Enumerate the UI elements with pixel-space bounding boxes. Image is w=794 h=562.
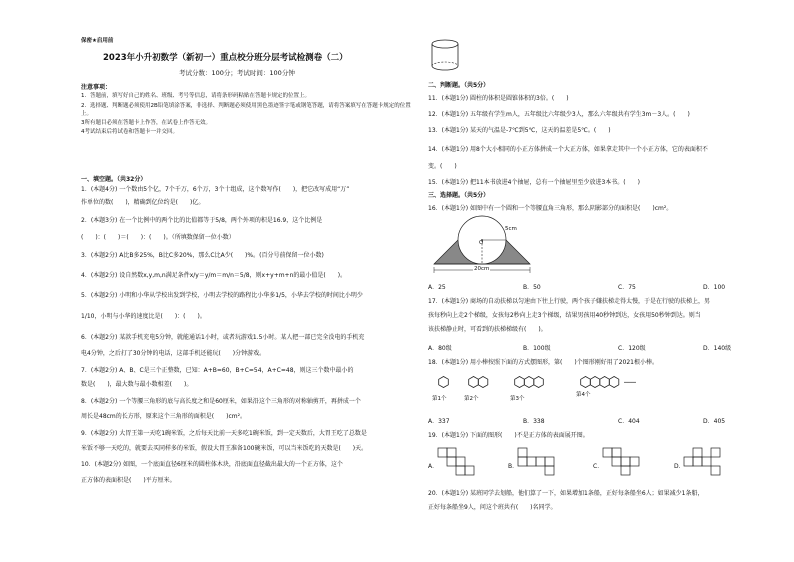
- hexagon-shape: [600, 377, 610, 388]
- option-a[interactable]: A．80级: [428, 345, 452, 352]
- question-line: 12．(本题1分) 五年级有学生m人，五年级比六年级少3人，那么六年级共有学生3m－3人。( ): [428, 111, 690, 118]
- hexagon-shape: [515, 377, 525, 388]
- figure-dots: ……: [624, 378, 636, 385]
- hexagon-shape: [534, 377, 544, 388]
- question-line: 作单位的数( )，精确到亿位约是( )亿。: [81, 199, 205, 206]
- section-heading: 二、判断题。（共5分）: [428, 82, 490, 89]
- option-b[interactable]: B．100级: [523, 345, 551, 352]
- net-square: [702, 457, 711, 466]
- figure-label: 第2个: [464, 396, 479, 402]
- question-line: 该扶梯静止时，可看到的扶梯梯级有( )。: [428, 326, 547, 333]
- net-square: [527, 457, 536, 466]
- question-line: 8．(本题2分) 一个等腰三角形的底与高长度之和是60厘米，如果沿这个三角形的对称轴剪开，再拼成一个: [81, 398, 361, 405]
- question-line: 1/10，小明与小华的速度比是( )：( )。: [81, 313, 206, 320]
- hexagon-shape: [581, 377, 591, 388]
- question-line: 正好每条船坐9人，问这个班共有( )名同学。: [428, 504, 557, 511]
- net-square: [612, 448, 621, 457]
- notice-item: 2．选择题、判断题必须使用2B铅笔填涂答案，非选择、判断题必须使用黑色墨迹签字笔或钢笔答题，请将答案填写在答题卡规定的位置上。: [81, 103, 411, 117]
- net-square: [536, 457, 545, 466]
- cube-nets-figure: [428, 444, 761, 484]
- question-line: 5．(本题2分) 小明和小华从学校出发到学校，小明去学校的路程比小华多1/5，小华去学校的时间比小明少: [81, 292, 363, 299]
- net-square: [518, 457, 527, 466]
- net-square: [711, 448, 720, 457]
- hexagon-shape: [478, 377, 488, 388]
- net-square: [711, 466, 720, 475]
- option-d[interactable]: D．: [674, 463, 685, 470]
- option-c[interactable]: C．75: [618, 284, 636, 291]
- figure-label: 第3个: [510, 396, 525, 402]
- question-line: 7．(本题2分) A、B、C是三个正整数，已知：A+B=60，B+C=54，A+C=48，则这三个数中最小的: [81, 367, 354, 374]
- hexagon-shape: [524, 377, 534, 388]
- question-line: 11．(本题1分) 圆柱的体积是圆锥体积的3倍。( ): [428, 95, 569, 102]
- net-square: [621, 466, 630, 475]
- figure-label: 第1个: [432, 396, 447, 402]
- question-line: 10．(本题2分) 如图，一个底面直径6厘米的圆柱体木块，沿底面直径截出最大的一个正方体，这个: [81, 461, 343, 468]
- hexagon-shape: [590, 377, 600, 388]
- secret-tag: 保密★启用前: [81, 38, 114, 44]
- option-b[interactable]: B．50: [523, 284, 541, 291]
- option-a[interactable]: A．: [428, 463, 439, 470]
- net-square: [630, 457, 639, 466]
- net-square: [545, 466, 554, 475]
- question-line: 14．(本题1分) 用8个大小相同的小正方体拼成一个大正方体，如果拿走其中一个小正方体，它的表面积不: [428, 146, 708, 153]
- section-heading: 一、填空题。（共32分）: [81, 176, 147, 183]
- option-c[interactable]: C．: [593, 463, 604, 470]
- question-line: 13．(本题1分) 某天的气温是-7℃到5℃，这天的温差是5℃。( ): [428, 127, 611, 134]
- net-square: [684, 457, 693, 466]
- section-heading: 三、选择题。（共5分）: [428, 192, 490, 199]
- net-square: [621, 457, 630, 466]
- question-line: 4．(本题2分) 设自然数x,y,m,n满足条件x/y＝y/m＝m/n＝5/8，则x+y+m+n的最小值是( )。: [81, 272, 347, 279]
- hexagon-shape: [439, 377, 449, 388]
- net-square: [438, 448, 447, 457]
- cylinder-figure: [430, 38, 460, 72]
- notice-label: 注意事项：: [81, 84, 112, 91]
- option-d[interactable]: D．100: [703, 284, 726, 291]
- question-line: 孩每秒向上走2个梯级，女孩每2秒向上走3个梯级，结果男孩用40秒钟到达，女孩用50秒钟到达。则当: [428, 312, 701, 319]
- option-c[interactable]: C．404: [618, 418, 640, 425]
- figure-label: 第4个: [576, 392, 591, 398]
- page-title: 2023年小升初数学（新初一）重点校分班分层考试检测卷（二）: [103, 53, 348, 63]
- option-a[interactable]: A．337: [428, 418, 450, 425]
- question-line: 电4分钟，之后打了30分钟的电话，这部手机还能玩( )分钟游戏。: [81, 350, 266, 357]
- question-line: 9．(本题2分) 大胃王第一天吃1碗米饭，之后每天比前一天多吃1碗米饭，到一定天数后，大胃王吃了总数是: [81, 430, 367, 437]
- question-line: 17．(本题1分) 商场的自动扶梯以匀速由下往上行驶，两个孩子嫌扶梯走得太慢，于是在行驶的扶梯上，男: [428, 298, 711, 305]
- score-time: 考试分数：100分；考试时间：100分钟: [179, 69, 295, 77]
- option-b[interactable]: B．: [508, 463, 519, 470]
- net-square: [447, 457, 456, 466]
- question-line: 2．(本题3分) 在一个比例中的两个比的比值都等于5/8，两个外项的积是16.9，这个比例是: [81, 217, 323, 224]
- question-line: 正方体的表面积是( )平方厘米。: [81, 477, 176, 484]
- hexagon-shape: [609, 377, 619, 388]
- net-square: [447, 448, 456, 457]
- net-square: [693, 448, 702, 457]
- option-a[interactable]: A．25: [428, 284, 446, 291]
- question-line: 6．(本题2分) 某款手机充电5分钟，就能通话1小时，或者玩游戏1.5小时。某人把一部已完全没电的手机充: [81, 334, 365, 341]
- question-line: 变。( ): [428, 163, 457, 170]
- question-line: 16．(本题1分) 如图中有一个圆和一个等腰直角三角形，那么阴影部分的面积是( )cm²。: [428, 205, 673, 212]
- question-line: 1．(本题4分) 一个数由5个亿，7个千万，6个万，3个十组成，这个数写作( )，把它改写成用“万”: [81, 186, 350, 193]
- net-square: [545, 457, 554, 466]
- net-square: [603, 448, 612, 457]
- notice-item: 3所有题目必须在答题卡上作答，在试卷上作答无效。: [81, 120, 212, 126]
- option-b[interactable]: B．338: [523, 418, 545, 425]
- question-line: 18．(本题1分) 用小棒按照下面的方式摆图形，第( )个图形刚好用了2021根小棒。: [428, 359, 658, 366]
- option-d[interactable]: D．405: [703, 418, 726, 425]
- question-line: ( )：( )＝( )：( )。（所填数保留一位小数）: [81, 234, 235, 241]
- question-line: 米饭不够一天吃的，就要去买同样多的米饭，假设大胃王准备100碗米饭，可以当米饭吃的天数是( )天。: [81, 445, 368, 452]
- figure-label: 5cm: [505, 226, 517, 232]
- net-square: [693, 457, 702, 466]
- option-d[interactable]: D．140级: [703, 345, 732, 352]
- hexagon-shape: [469, 377, 479, 388]
- question-line: 3．(本题2分) A比B多25%，B比C多20%，那么C比A少( )%。(百分号前保留一位小数): [81, 252, 324, 259]
- figure-label: 20cm: [474, 266, 490, 272]
- question-line: 20．(本题1分) 某班同学去划船，他们算了一下，如果增加1条船，正好每条船坐6人；如果减少1条船，: [428, 490, 704, 497]
- notice-item: 4考试结束后将试卷和答题卡一并交回。: [81, 129, 179, 135]
- net-square: [518, 448, 527, 457]
- net-square: [612, 457, 621, 466]
- net-square: [465, 466, 474, 475]
- net-square: [456, 466, 465, 475]
- net-square: [456, 457, 465, 466]
- question-line: 数是( )，最大数与最小数相差( )。: [81, 381, 193, 388]
- notice-item: 1．答题前，填写好自己的姓名、班级、考号等信息，请将条形码粘贴在答题卡规定的位置上。: [81, 93, 311, 99]
- question-line: 19．(本题1分) 下面的图形( )不是正方体的表面展开图。: [428, 432, 589, 439]
- question-line: 15．(本题1分) 把11本书放进4个抽屉，总有一个抽屉里至少放进3本书。( ): [428, 179, 640, 186]
- question-line: 周长是48cm的长方形，原来这个三角形的面积是( )cm²。: [81, 413, 247, 420]
- figure-label: O: [479, 240, 484, 246]
- option-c[interactable]: C．120级: [618, 345, 646, 352]
